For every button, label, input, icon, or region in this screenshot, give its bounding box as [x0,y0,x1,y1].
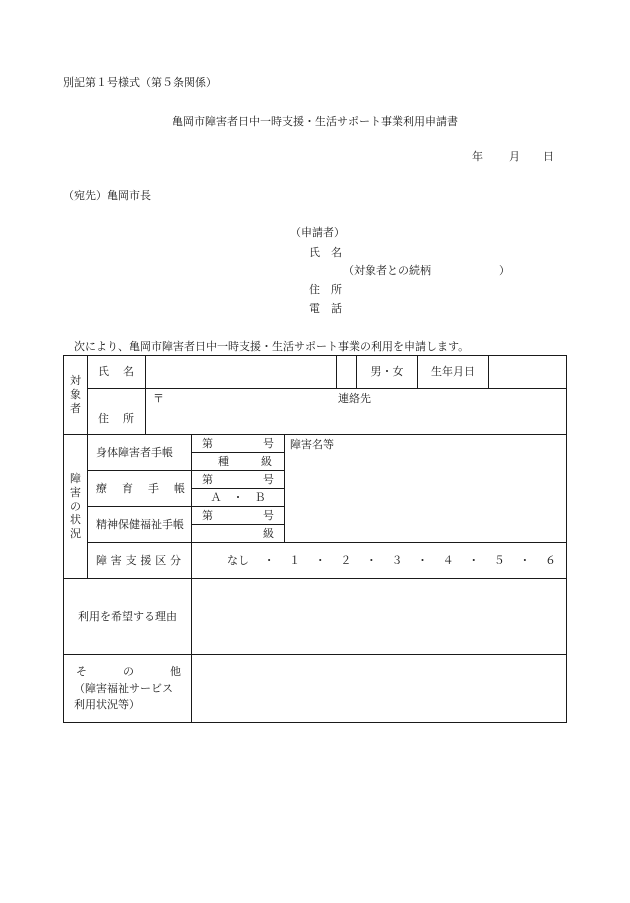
support-label-char: 害 [110,553,122,567]
support-option[interactable]: ２ [340,553,352,567]
support-option[interactable]: １ [289,553,301,567]
applicant-heading: （申請者） [290,226,345,239]
no-suffix: 号 [263,508,274,522]
other-sub-label-2: 利用状況等） [74,698,140,712]
support-option[interactable]: なし [227,553,249,567]
ryoiku-label-char: 帳 [174,481,185,495]
disability-label-char: の [70,499,81,513]
form-number: 別記第１号様式（第５条関係） [63,76,217,89]
subject-name-row [64,356,567,389]
disability-name-field[interactable] [285,435,567,543]
grade-suffix: 級 [261,454,272,468]
disability-label-char: 害 [70,485,81,499]
applicant-relation-label: （対象者との続柄 [343,264,431,277]
disability-label-char: 況 [70,527,81,541]
physical-book-number-cell[interactable] [192,435,285,453]
no-prefix: 第 [202,472,213,486]
applicant-phone-label: 電 話 [309,302,342,315]
subject-label-char: 者 [70,401,81,415]
disability-section-label [64,435,88,579]
reason-label: 利用を希望する理由 [64,579,192,655]
subject-address-field[interactable] [146,389,567,435]
applicant-address-label: 住 所 [309,283,342,296]
no-prefix: 第 [202,436,213,450]
support-label-char: 障 [96,553,107,567]
name-label-char: 名 [123,365,134,379]
intro-text: 次により、亀岡市障害者日中一時支援・生活サポート事業の利用を申請します。 [74,340,470,353]
subject-label-char: 対 [70,374,81,388]
physical-book-row-no [64,435,567,453]
support-option-separator: ・ [519,553,531,567]
gender-spacer [337,356,357,389]
other-sub-label-1: （障害福祉サービス [74,681,173,695]
no-suffix: 号 [263,472,274,486]
mental-book-grade-cell[interactable] [192,525,285,543]
support-option-separator: ・ [263,553,275,567]
gender-birthdate-cell [357,356,567,389]
birthdate-label: 生年月日 [418,356,489,388]
grade-suffix: 級 [263,526,274,540]
ryoiku-label-char: 療 [96,481,107,495]
disability-name-label: 障害名等 [290,438,334,451]
postal-mark: 〒 [153,392,164,405]
mental-book-label: 精神保健福祉手帳 [88,507,192,543]
support-option-separator: ・ [417,553,429,567]
support-label-char: 区 [155,553,167,567]
mental-book-number-cell[interactable] [192,507,285,525]
other-row [64,655,567,723]
physical-book-label: 身体障害者手帳 [88,435,192,471]
subject-address-row [64,389,567,435]
support-option[interactable]: ６ [544,553,556,567]
date-day-label: 日 [543,150,554,163]
disability-label-char: 障 [70,472,81,486]
address-label-char: 所 [123,411,134,425]
contact-label: 連絡先 [338,392,371,405]
support-category-options [192,543,567,579]
support-label-char: 支 [125,553,137,567]
birthdate-field[interactable] [489,356,566,388]
support-label-char: 援 [140,553,152,567]
address-label-char: 住 [98,411,109,425]
ryoiku-book-number-cell[interactable] [192,471,285,489]
subject-label-char: 象 [70,388,81,402]
name-label-char: 氏 [98,365,109,379]
subject-name-field[interactable] [146,356,337,389]
addressee: （宛先）亀岡市長 [63,189,151,202]
no-prefix: 第 [202,508,213,522]
subject-section-label [64,356,88,435]
grade-kind: 種 [218,454,229,468]
support-option[interactable]: ５ [493,553,505,567]
subject-address-label [88,389,146,435]
support-category-row [64,543,567,579]
disability-label-char: 状 [70,513,81,527]
application-form-table [63,355,567,723]
date-month-label: 月 [509,150,520,163]
ryoiku-grade-cell[interactable]: Ａ ・ Ｂ [192,489,285,507]
ryoiku-label-char: 育 [122,481,133,495]
gender-selector[interactable]: 男・女 [357,356,418,388]
other-label-char: 他 [170,664,181,678]
support-label-char: 分 [169,553,181,567]
support-option[interactable]: ３ [391,553,403,567]
physical-book-grade-cell[interactable] [192,453,285,471]
applicant-name-label: 氏 名 [309,246,342,259]
other-label-char: の [123,664,134,678]
applicant-relation-close: ） [499,264,510,277]
other-field[interactable] [192,655,567,723]
ryoiku-book-label [88,471,192,507]
reason-field[interactable] [192,579,567,655]
support-category-label [88,543,192,579]
ryoiku-label-char: 手 [148,481,159,495]
support-option-separator: ・ [314,553,326,567]
subject-name-label [88,356,146,389]
reason-row [64,579,567,655]
support-option-separator: ・ [468,553,480,567]
no-suffix: 号 [263,436,274,450]
support-option-separator: ・ [365,553,377,567]
support-option[interactable]: ４ [442,553,454,567]
other-label-char: そ [76,664,87,678]
other-label [64,655,192,723]
date-year-label: 年 [472,150,483,163]
page-title: 亀岡市障害者日中一時支援・生活サポート事業利用申請書 [172,115,458,128]
